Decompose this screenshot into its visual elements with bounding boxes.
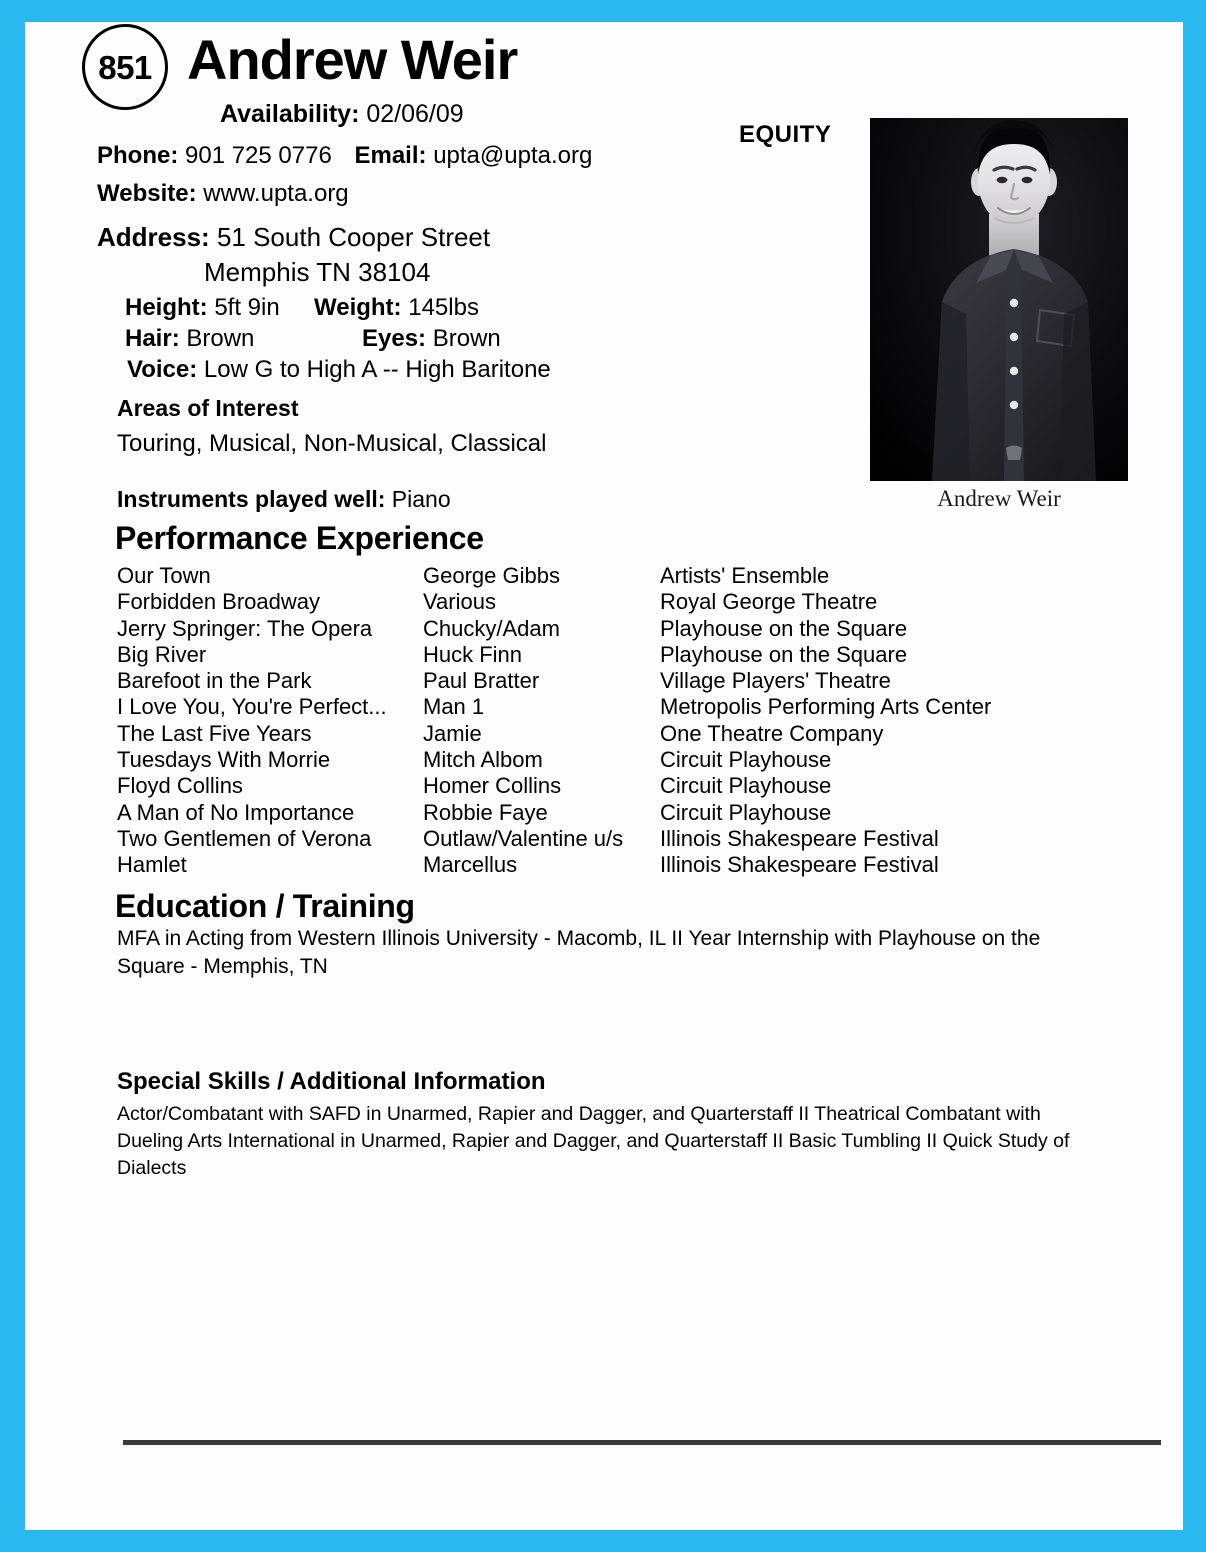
height-weight-row [97, 294, 737, 325]
hair-label: Hair: [125, 325, 180, 352]
voice-group [127, 356, 551, 384]
headshot-photo [870, 118, 1128, 481]
contact-block [97, 102, 737, 303]
address-line-2 [204, 259, 737, 285]
education-training-heading: Education / Training [115, 888, 415, 924]
resume-page [25, 22, 1183, 1530]
availability-value: 02/06/09 [366, 100, 464, 128]
credit-venue: Illinois Shakespeare Festival [660, 852, 939, 878]
height-group [125, 294, 280, 322]
audition-number: 851 [98, 48, 152, 86]
special-skills-body: Actor/Combatant with SAFD in Unarmed, Rapier and Dagger, and Quarterstaff II Theatrical Combatant with Dueling Arts International in Unarmed, Rapier and Dagger, and Quarterstaff II Basic Tumbling II Quick Study of Dialects [117, 1103, 1070, 1179]
table-row [117, 773, 1117, 799]
address-street: 51 South Cooper Street [216, 222, 491, 252]
address-line-1 [97, 224, 737, 250]
credit-show: Forbidden Broadway [117, 589, 321, 615]
height-label: Height: [125, 294, 208, 321]
equity-status-label: EQUITY [739, 121, 832, 148]
credit-show: Our Town [117, 563, 211, 588]
credit-role: Mitch Albom [423, 747, 543, 773]
phone-email-line [97, 144, 737, 168]
address-city-state-zip: Memphis TN 38104 [204, 257, 431, 287]
credit-show: Barefoot in the Park [117, 668, 312, 694]
credit-venue: Circuit Playhouse [660, 773, 832, 799]
website-line [97, 182, 737, 206]
availability-line [220, 102, 737, 127]
eyes-value: Brown [432, 325, 501, 352]
areas-of-interest-heading: Areas of Interest [117, 395, 299, 421]
table-row [117, 694, 1117, 720]
headshot-caption: Andrew Weir [937, 486, 1061, 511]
credit-venue: Royal George Theatre [660, 589, 878, 615]
table-row [117, 826, 1117, 852]
credit-venue: Metropolis Performing Arts Center [660, 694, 992, 720]
page-title: Andrew Weir [187, 28, 518, 91]
availability-label: Availability: [220, 100, 360, 128]
credit-role: George Gibbs [423, 563, 560, 588]
education-training-body: MFA in Acting from Western Illinois University - Macomb, IL II Year Internship with Playhouse on the Square - Memphis, TN [117, 927, 1041, 978]
height-value: 5ft 9in [214, 294, 280, 321]
credit-show: Hamlet [117, 852, 187, 878]
credit-venue: Circuit Playhouse [660, 747, 832, 773]
credit-show: Jerry Springer: The Opera [117, 615, 373, 641]
credit-show: Tuesdays With Morrie [117, 747, 331, 773]
credit-role: Jamie [423, 720, 482, 746]
credit-show: Two Gentlemen of Verona [117, 825, 372, 851]
hair-value: Brown [186, 325, 255, 352]
weight-value: 145lbs [408, 294, 479, 321]
instruments-label: Instruments played well: [117, 486, 386, 512]
address-label: Address: [97, 222, 210, 252]
table-row [117, 800, 1117, 826]
voice-value: Low G to High A -- High Baritone [203, 356, 551, 383]
special-skills-heading: Special Skills / Additional Information [117, 1068, 546, 1095]
credit-role: Marcellus [423, 852, 518, 878]
areas-of-interest-block [117, 395, 757, 458]
voice-label: Voice: [127, 356, 198, 383]
credit-venue: One Theatre Company [660, 720, 884, 746]
credit-role: Various [423, 589, 496, 615]
instruments-line [117, 486, 451, 513]
table-row [117, 852, 1117, 878]
credit-venue: Illinois Shakespeare Festival [660, 825, 939, 851]
email-value: upta@upta.org [433, 142, 593, 169]
credit-show: Floyd Collins [117, 773, 243, 799]
credit-show: The Last Five Years [117, 720, 312, 746]
phone-value: 901 725 0776 [185, 142, 332, 169]
headshot-image [870, 118, 1128, 481]
eyes-label: Eyes: [362, 325, 427, 352]
email-label: Email: [354, 142, 427, 169]
credit-role: Homer Collins [423, 773, 562, 799]
credit-venue: Playhouse on the Square [660, 615, 908, 641]
credit-venue: Circuit Playhouse [660, 799, 832, 825]
credit-role: Man 1 [423, 694, 485, 720]
credit-show: I Love You, You're Perfect... [117, 694, 387, 720]
credit-role: Robbie Faye [423, 799, 548, 825]
table-row [117, 668, 1117, 694]
credit-role: Chucky/Adam [423, 615, 560, 641]
hair-eyes-row [97, 325, 737, 356]
credit-role: Paul Bratter [423, 668, 540, 694]
credit-role: Outlaw/Valentine u/s [423, 825, 624, 851]
footer-divider [123, 1440, 1161, 1445]
table-row [117, 589, 1117, 615]
table-row [117, 721, 1117, 747]
audition-number-badge [82, 24, 168, 110]
credit-role: Huck Finn [423, 641, 523, 667]
credit-venue: Artists' Ensemble [660, 563, 830, 588]
website-value: www.upta.org [203, 180, 349, 207]
physical-stats-block [97, 294, 737, 387]
areas-of-interest-values: Touring, Musical, Non-Musical, Classical [117, 430, 547, 457]
table-row [117, 616, 1117, 642]
phone-label: Phone: [97, 142, 179, 169]
eyes-group [362, 325, 501, 353]
website-label: Website: [97, 180, 197, 207]
voice-row [97, 356, 737, 387]
credit-show: Big River [117, 641, 207, 667]
instruments-value: Piano [391, 486, 451, 512]
performance-experience-heading: Performance Experience [115, 520, 484, 556]
credit-show: A Man of No Importance [117, 799, 355, 825]
performance-experience-table [117, 563, 1117, 879]
weight-label: Weight: [314, 294, 402, 321]
table-row [117, 642, 1117, 668]
hair-group [125, 325, 254, 353]
email-group [354, 142, 592, 169]
credit-venue: Playhouse on the Square [660, 641, 908, 667]
table-row [117, 747, 1117, 773]
table-row [117, 563, 1117, 589]
credit-venue: Village Players' Theatre [660, 668, 891, 694]
weight-group [314, 294, 479, 322]
